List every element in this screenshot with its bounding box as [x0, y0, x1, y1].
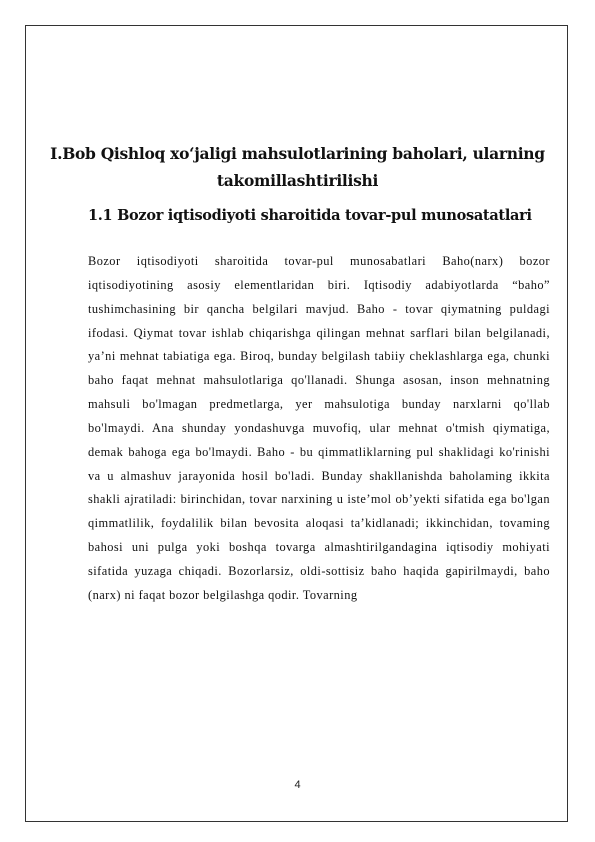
section-title: 1.1 Bozor iqtisodiyoti sharoitida tovar-pul munosatatlari — [88, 207, 532, 224]
page-number: 4 — [294, 779, 301, 791]
chapter-title: I.Bob Qishloq xo‘jaligi mahsulotlarining baholari, ularning takomillashtirilishi — [50, 144, 545, 190]
body-paragraph: Bozor iqtisodiyoti sharoitida tovar-pul munosabatlari Baho(narx) bozor iqtisodiyotining asosiy elementlaridan biri. Iqtisodiy adabiyotlarda “baho” tushimchasining bir qancha belgilari mavjud. Baho - tovar qiymatning puldagi ifodasi. Qiymat tovar ishlab chiqarishga qilingan mehnat sarflari bilan belgilanadi, ya’ni mehnat tabiatiga ega. Biroq, bunday belgilash tabiiy cheklashlarga ega, chunki baho faqat mehnat mahsulotlariga qo'llanadi. Shunga asosan, inson mehnatning mahsuli bo'lmagan predmetlarga, yer mahsulotiga bunday narxlarni qo'llab bo'lmaydi. Ana shunday yondashuvga muvofiq, ular mehnat o'tmish qiymatiga, demak bahoga ega bo'lmaydi. Baho - bu qimmatliklarning pul shaklidagi ko'rinishi va u almashuv jarayonida hosil bo'ladi. Bunday shakllanishda baholaming ikkita shakli ajratiladi: birinchidan, tovar narxining u iste’mol ob’yekti sifatida ega bo'lgan qimmatlilik, foydalilik bilan bevosita aloqasi ta’kidlanadi; ikkinchidan, tovaming bahosi uni pulga yoki boshqa tovarga almashtirilgandagina iqtisodiy mohiyati sifatida yuzaga chiqadi. Bozorlarsiz, oldi-sottisiz baho haqida gapirilmaydi, baho (narx) ni faqat bozor belgilashga qodir. Tovarning — [88, 254, 550, 602]
